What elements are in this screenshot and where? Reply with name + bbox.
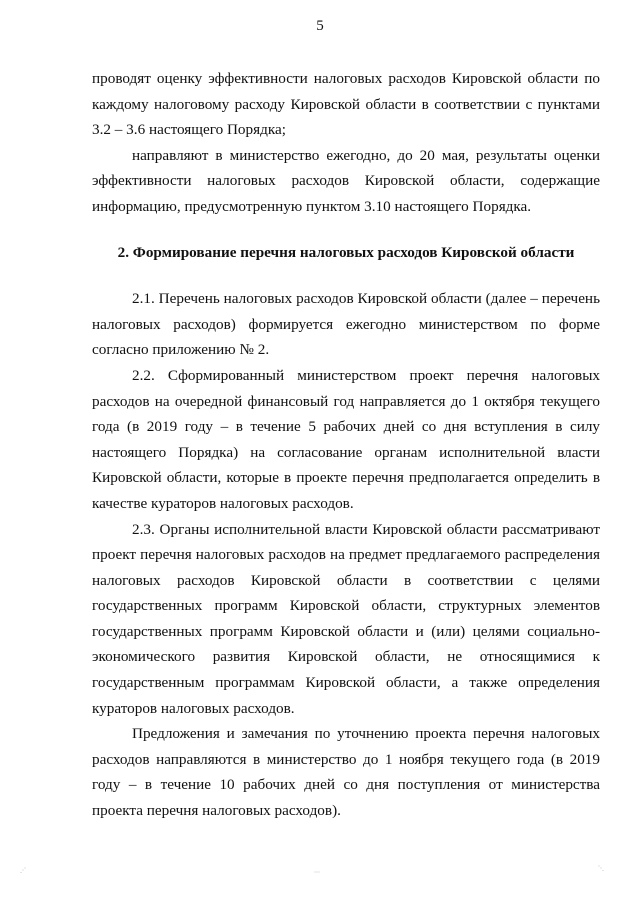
scan-speck: ⋱: [598, 866, 604, 872]
paragraph: проводят оценку эффективности налоговых расходов Кировской области по каждому налоговому расходу Кировской области в соответствии с пунктами 3.2 – 3.6 настоящего Порядка;: [92, 70, 600, 139]
scan-speck: ⋰: [20, 868, 26, 874]
section-heading: 2. Формирование перечня налоговых расходов Кировской области: [117, 243, 575, 261]
paragraph: 2.2. Сформированный министерством проект перечня налоговых расходов на очередной финансовый год направляется до 1 октября текущего года (в 2019 году – в течение 5 рабочих дней со дня вступления в силу настоящего Порядка) на согласование органам исполнительной власти Кировской области, которые в проекте перечня предполагается определить в качестве кураторов налоговых расходов.: [92, 366, 600, 512]
page-number: 5: [316, 18, 324, 34]
scan-speck: ⋯: [314, 870, 320, 876]
paragraph: направляют в министерство ежегодно, до 20 мая, результаты оценки эффективности налоговых расходов Кировской области, содержащие информацию, предусмотренную пунктом 3.10 настоящего Порядка.: [92, 146, 600, 215]
paragraph: 2.1. Перечень налоговых расходов Кировской области (далее – перечень налоговых расходов) формируется ежегодно министерством по форме согласно приложению № 2.: [92, 290, 600, 359]
document-body: [92, 66, 600, 824]
paragraph: 2.3. Органы исполнительной власти Кировской области рассматривают проект перечня налоговых расходов на предмет предлагаемого распределения налоговых расходов Кировской области в соответствии с целями государственных программ Кировской области, структурных элементов государственных программ Кировской области и (или) целями социально-экономического развития Кировской области, не относящимися к государственным программам Кировской области, а также определения кураторов налоговых расходов.: [92, 520, 600, 717]
paragraph: Предложения и замечания по уточнению проекта перечня налоговых расходов направляются в министерство до 1 ноября текущего года (в 2019 году – в течение 10 рабочих дней со дня поступления от министерства проекта перечня налоговых расходов).: [92, 725, 600, 820]
